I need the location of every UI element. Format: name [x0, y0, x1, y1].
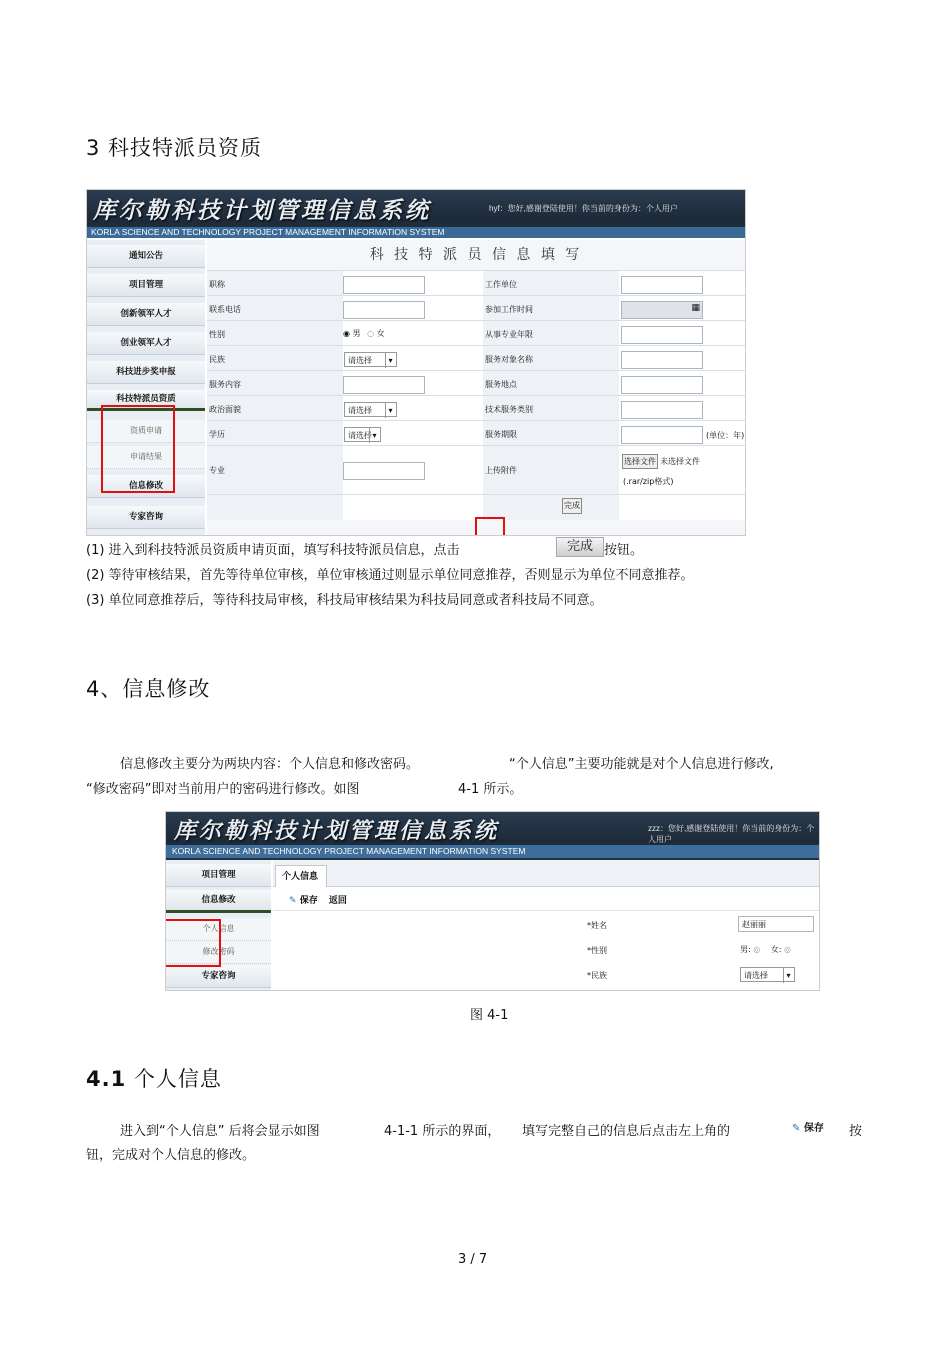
service-content-input[interactable]	[343, 376, 425, 394]
app-title: 库尔勒科技计划管理信息系统	[93, 197, 431, 224]
label-name: *姓名	[587, 921, 607, 930]
screenshot-specialist-form	[86, 189, 746, 536]
section-41-number: 4.1	[86, 1067, 127, 1091]
service-term-input[interactable]	[621, 426, 703, 444]
screenshot-info-edit	[165, 811, 820, 991]
label-politics: 政治面貌	[209, 405, 241, 414]
section-4-para-a: 信息修改主要分为两块内容：个人信息和修改密码。	[120, 757, 420, 772]
app-title-2: 库尔勒科技计划管理信息系统	[174, 818, 500, 844]
app-subtitle: KORLA SCIENCE AND TECHNOLOGY PROJECT MANAGEMENT INFORMATION SYSTEM	[87, 227, 746, 238]
section-41-text: 个人信息	[126, 1067, 222, 1091]
section-41-para-b: 4-1-1 所示的界面，	[384, 1124, 501, 1139]
section-41-title	[86, 1063, 222, 1093]
workplace-input[interactable]	[621, 276, 703, 294]
finish-button[interactable]: 完成	[562, 498, 582, 514]
gender-male-label: 男	[352, 329, 361, 338]
label-education: 学历	[209, 430, 225, 439]
sidebar-item-info-edit[interactable]: 信息修改	[87, 475, 205, 498]
radio-male-icon-2[interactable]: ◎	[753, 945, 761, 954]
term-unit: (单位：年)	[706, 431, 745, 440]
radio-male-icon[interactable]: ◉	[343, 329, 350, 338]
label-workplace: 工作单位	[485, 280, 517, 289]
section-4-title: 4、信息修改	[86, 677, 211, 701]
label-service-target: 服务对象名称	[485, 355, 533, 364]
radio-female-icon[interactable]: ○	[367, 329, 375, 338]
label-nation: 民族	[209, 355, 225, 364]
sidebar-sub-apply[interactable]: 资质申请	[87, 420, 205, 443]
sidebar-item-info-edit-2[interactable]: 信息修改	[166, 890, 271, 913]
service-place-input[interactable]	[621, 376, 703, 394]
app-subtitle-2: KORLA SCIENCE AND TECHNOLOGY PROJECT MANAGEMENT INFORMATION SYSTEM	[166, 845, 820, 858]
sidebar-item-startup-talent[interactable]: 创业领军人才	[87, 332, 205, 355]
greeting-text-2: zzz：您好,感谢登陆使用！你当前的身份为：个人用户	[648, 824, 815, 844]
years-input[interactable]	[621, 326, 703, 344]
sidebar-item-expert[interactable]: 专家咨询	[87, 506, 205, 529]
section-4-para-d: 4-1 所示。	[458, 782, 523, 797]
name-input[interactable]: 赵丽丽	[738, 916, 814, 932]
gender-female-label: 女	[376, 329, 385, 338]
save-button[interactable]: 保存	[299, 896, 318, 906]
label-service-place: 服务地点	[485, 380, 517, 389]
gender-radio-group-2	[740, 944, 791, 955]
male-label-2: 男:	[740, 945, 751, 954]
calendar-icon[interactable]: ▦	[691, 303, 700, 313]
file-format-hint: (.rar/zip格式)	[623, 477, 674, 486]
label-gender: 性别	[209, 330, 225, 339]
save-icon-image	[792, 1119, 824, 1134]
figure-caption: 图 4-1	[470, 1008, 509, 1023]
choose-file-button[interactable]: 选择文件	[622, 454, 658, 469]
section-41-para-a: 进入到“个人信息” 后将会显示如图	[120, 1124, 320, 1139]
service-target-input[interactable]	[621, 351, 703, 369]
sidebar-item-specialist[interactable]: 科技特派员资质	[87, 390, 205, 411]
major-input[interactable]	[343, 462, 425, 480]
phone-input[interactable]	[343, 301, 425, 319]
step-1-suffix: 按钮。	[604, 543, 644, 558]
back-button[interactable]: 返回	[328, 896, 347, 906]
section-4-para-b: “个人信息”主要功能就是对个人信息进行修改,	[509, 757, 774, 772]
form-title: 科 技 特 派 员 信 息 填 写	[207, 240, 745, 271]
sidebar-item-projects-2[interactable]: 项目管理	[166, 864, 271, 887]
label-title: 职称	[209, 280, 225, 289]
label-service-content: 服务内容	[209, 380, 241, 389]
section-41-para-e: 钮，完成对个人信息的修改。	[86, 1148, 256, 1163]
greeting-text: hyf：您好,感谢登陆使用！你当前的身份为：个人用户	[489, 204, 678, 213]
save-icon-label: 保存	[803, 1123, 824, 1134]
section-41-para-d: 按	[849, 1124, 863, 1139]
highlight-box-finish	[475, 517, 505, 536]
label-gender-2: *性别	[587, 946, 607, 955]
save-icon[interactable]: ✎	[289, 896, 297, 906]
sidebar-item-projects[interactable]: 项目管理	[87, 274, 205, 297]
form-row	[207, 446, 745, 495]
tab-bar	[273, 860, 819, 887]
step-1	[86, 541, 460, 561]
step-3: (3) 单位同意推荐后，等待科技局审核，科技局审核结果为科技局同意或者科技局不同意。	[86, 593, 603, 608]
label-nation-2: *民族	[587, 971, 607, 980]
highlight-box-sidebar	[101, 405, 175, 493]
app-banner	[87, 190, 745, 238]
sidebar-item-tech-award[interactable]: 科技进步奖申报	[87, 361, 205, 384]
app-banner-2	[166, 812, 819, 860]
title-input[interactable]	[343, 276, 425, 294]
female-label-2: 女:	[770, 945, 782, 954]
step-1-text: (1) 进入到科技特派员资质申请页面，填写科技特派员信息，点击	[86, 543, 460, 558]
label-major: 专业	[209, 466, 225, 475]
sidebar-item-innovation-talent[interactable]: 创新领军人才	[87, 303, 205, 326]
step-2: (2) 等待审核结果，首先等待单位审核，单位审核通过则显示单位同意推荐，否则显示为单位不同意推荐。	[86, 568, 694, 583]
nation-select[interactable]: 请选择 ▾	[344, 352, 397, 367]
label-service-term: 服务期限	[485, 430, 517, 439]
education-select[interactable]: 请选择 ▾	[344, 427, 381, 442]
section-4-para-c: “修改密码”即对当前用户的密码进行修改。如图	[86, 782, 360, 797]
no-file-text: 未选择文件	[660, 457, 700, 466]
sidebar-sub-personal-info[interactable]: 个人信息	[166, 918, 271, 941]
nation-select-2[interactable]: 请选择 ▾	[740, 967, 795, 982]
highlight-box-sidebar-2	[165, 919, 221, 967]
label-years: 从事专业年限	[485, 330, 533, 339]
politics-select[interactable]: 请选择 ▾	[344, 402, 397, 417]
sidebar-item-expert-2[interactable]: 专家咨询	[166, 965, 271, 988]
sidebar-sub-result[interactable]: 申请结果	[87, 446, 205, 469]
work-start-date-input[interactable]	[621, 301, 703, 319]
gender-radio-group	[343, 328, 385, 339]
tech-category-input[interactable]	[621, 401, 703, 419]
specialist-form	[207, 240, 745, 535]
radio-female-icon-2[interactable]: ◎	[784, 945, 792, 954]
toolbar	[289, 893, 347, 906]
sidebar-item-notice[interactable]: 通知公告	[87, 245, 205, 268]
tab-personal-info[interactable]: 个人信息	[275, 865, 327, 887]
page-number: 3 / 7	[458, 1252, 488, 1267]
finish-button-image: 完成	[556, 537, 604, 557]
personal-info-panel	[273, 860, 819, 990]
edit-icon: ✎	[792, 1123, 801, 1134]
sidebar-sub-change-password[interactable]: 修改密码	[166, 941, 271, 964]
section-3-title: 3 科技特派员资质	[86, 136, 263, 160]
label-attachment: 上传附件	[485, 466, 517, 475]
section-41-para-c: 填写完整自己的信息后点击左上角的	[522, 1124, 731, 1139]
label-tech-category: 技术服务类别	[485, 405, 533, 414]
label-phone: 联系电话	[209, 305, 241, 314]
label-work-start: 参加工作时间	[485, 305, 533, 314]
divider	[273, 910, 819, 911]
